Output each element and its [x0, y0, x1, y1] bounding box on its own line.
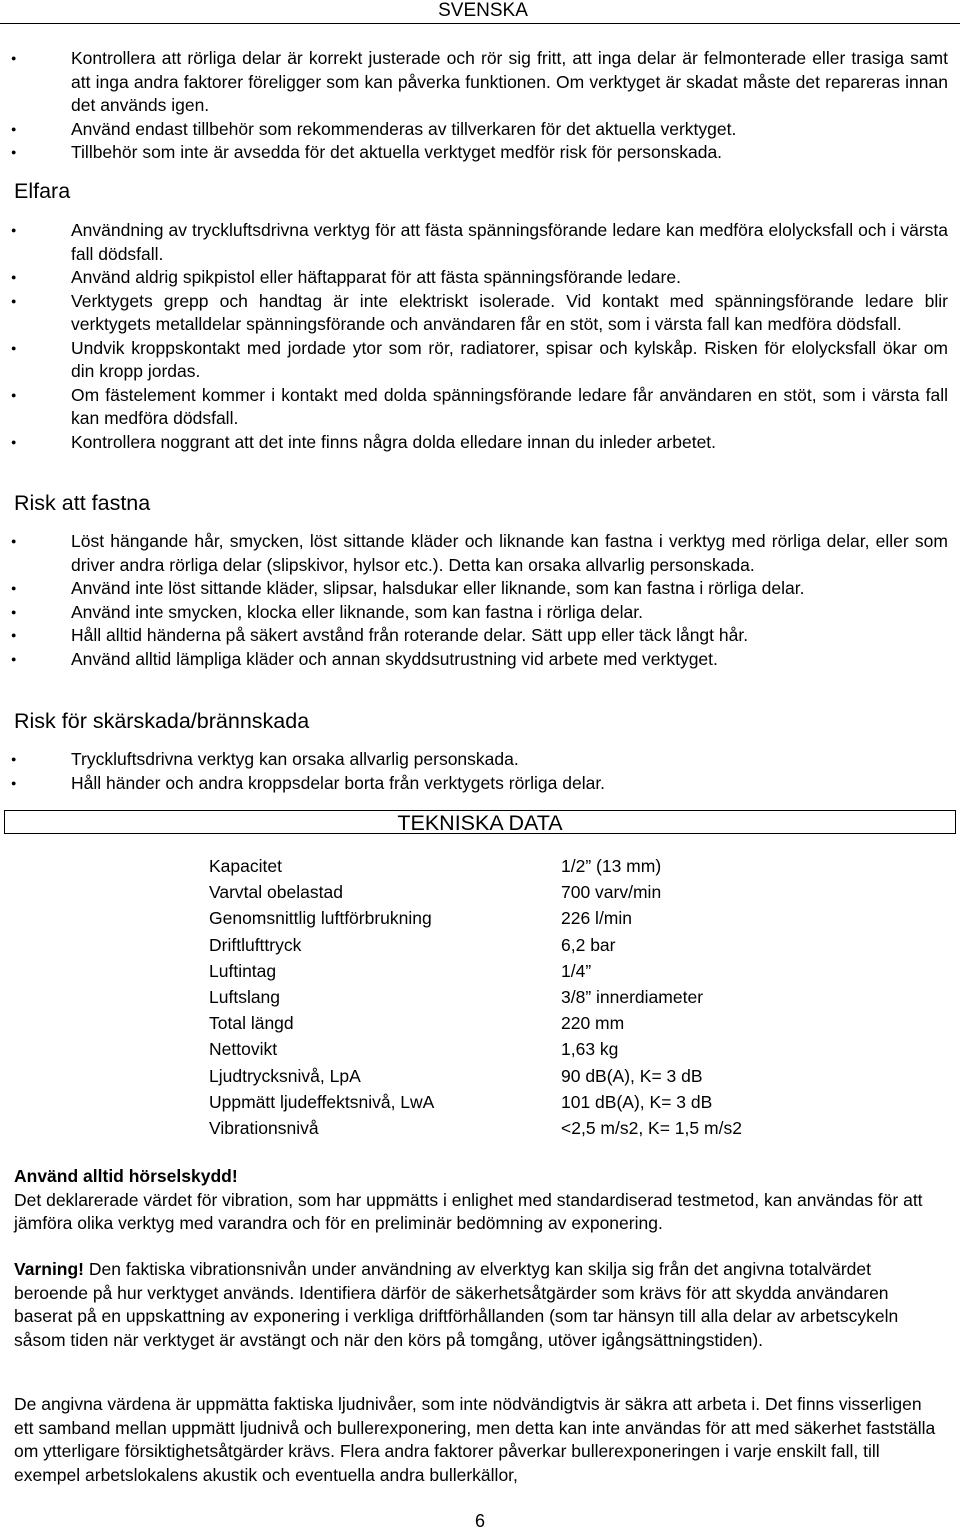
list-item: ● Använd inte löst sittande kläder, slipsar, halsdukar eller liknande, som kan fastna i rörliga delar. [0, 577, 960, 601]
spec-label: Driftlufttryck [209, 934, 302, 955]
hearing-protection-heading: Använd alltid hörselskydd! [14, 1166, 238, 1186]
spec-label: Genomsnittlig luftförbrukning [209, 908, 432, 929]
list-item: ● Använd inte smycken, klocka eller liknande, som kan fastna i rörliga delar. [0, 601, 960, 625]
list-item: ● Tryckluftsdrivna verktyg kan orsaka allvarlig personskada. [0, 748, 960, 772]
vibration-declaration-text: Det deklarerade värdet för vibration, som har uppmätts i enlighet med standardiserad testmetod, kan användas för att jämföra olika verktyg med varandra och för en preliminär bedömning av exponering. [14, 1189, 923, 1233]
table-row [209, 1115, 909, 1141]
list-item: ● Verktygets grepp och handtag är inte elektriskt isolerade. Vid kontakt med spänningsförande ledare blir verktygets metalldelar spänningsförande och användaren får en stöt, som i värsta fall kan medföra dödsfall. [0, 290, 960, 337]
list-item: ● Håll händer och andra kroppsdelar borta från verktygets rörliga delar. [0, 772, 960, 796]
table-row [209, 932, 909, 958]
list-item: ● Kontrollera noggrant att det inte finns några dolda elledare innan du inleder arbetet. [0, 431, 960, 455]
spec-value: 3/8” innerdiameter [561, 987, 704, 1008]
spec-value: 226 l/min [561, 908, 633, 929]
list-item: ● Använd alltid lämpliga kläder och annan skyddsutrustning vid arbete med verktyget. [0, 648, 960, 672]
spec-label: Nettovikt [209, 1039, 278, 1060]
spec-label: Luftslang [209, 987, 281, 1008]
list-item: ● Om fästelement kommer i kontakt med dolda spänningsförande ledare får användaren en stöt, som i värsta fall kan medföra dödsfall. [0, 384, 960, 431]
risk-skarskada-bullet-list [0, 748, 960, 795]
list-item: ● Kontrollera att rörliga delar är korrekt justerade och rör sig fritt, att inga delar är felmonterade eller trasiga samt att inga andra faktorer föreligger som kan påverka funktionen. Om verktyget är skadat måste det repareras innan det används igen. [0, 47, 960, 118]
list-item: ● Använd aldrig spikpistol eller häftapparat för att fästa spänningsförande ledare. [0, 266, 960, 290]
risk-fastna-bullet-list [0, 530, 960, 671]
warning-text: Den faktiska vibrationsnivån under användning av elverktyg kan skilja sig från det angivna totalvärdet beroende på hur verktyget används. Identifiera därför de säkerhetsåtgärder som krävs för att skydda användaren baserat på en uppskattning av exponering i verkliga driftförhållanden (som tar hänsyn till alla delar av arbetscykeln såsom tiden när verktyget är avstängt och när den körs på tomgång, utöver igångsättningstiden). [14, 1259, 899, 1350]
hearing-protection-note [14, 1165, 944, 1236]
table-row [209, 1010, 909, 1036]
spec-label: Varvtal obelastad [209, 882, 343, 903]
table-row [209, 958, 909, 984]
list-item: ● Använd endast tillbehör som rekommenderas av tillverkaren för det aktuella verktyget. [0, 118, 960, 142]
language-label: SVENSKA [438, 0, 528, 21]
spec-value: 1,63 kg [561, 1039, 619, 1060]
list-item: ● Undvik kroppskontakt med jordade ytor som rör, radiatorer, spisar och kylskåp. Risken för elolycksfall ökar om din kropp jordas. [0, 337, 960, 384]
spec-value: 1/2” (13 mm) [561, 856, 662, 876]
header-divider [0, 23, 960, 24]
section-heading-risk-att-fastna: Risk att fastna [14, 491, 151, 515]
tech-data-title-box [4, 810, 956, 834]
spec-value: 1/4” [561, 960, 592, 981]
list-item: ● Löst hängande hår, smycken, löst sittande kläder och liknande kan fastna i verktyg med rörliga delar, eller som driver andra rörliga delar (slipskivor, hylsor etc.). Detta kan orsaka allvarlig personskada. [0, 530, 960, 577]
spec-label: Vibrationsnivå [209, 1118, 319, 1139]
noise-paragraph: De angivna värdena är uppmätta faktiska ljudnivåer, som inte nödvändigtvis är säkra att arbeta i. Det finns visserligen ett samband mellan uppmätt ljudnivå och bullerexponering, men detta kan inte användas för att med säkerhet fastställa om ytterligare försiktighetsåtgärder krävs. Flera andra faktorer påverkar bullerexponeringen i varje enskilt fall, till exempel arbetslokalens akustik och eventuella andra bullerkällor, [14, 1394, 936, 1485]
tech-data-title: TEKNISKA DATA [397, 811, 563, 835]
spec-value: <2,5 m/s2, K= 1,5 m/s2 [561, 1118, 742, 1139]
section-heading-elfara: Elfara [14, 179, 71, 203]
intro-bullet-list [0, 47, 960, 165]
table-row [209, 984, 909, 1010]
spec-value: 90 dB(A), K= 3 dB [561, 1065, 703, 1086]
spec-value: 220 mm [561, 1013, 625, 1034]
table-row [209, 853, 909, 879]
spec-label: Total längd [209, 1013, 294, 1034]
spec-value: 700 varv/min [561, 882, 662, 903]
list-item: ● Tillbehör som inte är avsedda för det aktuella verktyget medför risk för personskada. [0, 141, 960, 165]
table-row [209, 1063, 909, 1089]
spec-label: Luftintag [209, 960, 277, 981]
page-number: 6 [474, 1511, 485, 1531]
spec-value: 6,2 bar [561, 934, 616, 955]
table-row [209, 1036, 909, 1062]
vibration-warning-paragraph [14, 1258, 944, 1352]
spec-value: 101 dB(A), K= 3 dB [561, 1091, 713, 1112]
table-row [209, 1089, 909, 1115]
spec-label: Ljudtrycksnivå, LpA [209, 1065, 361, 1086]
tech-data-table [209, 853, 909, 1141]
table-row [209, 879, 909, 905]
warning-label: Varning! [14, 1259, 85, 1279]
elfara-bullet-list [0, 219, 960, 454]
spec-label: Uppmätt ljudeffektsnivå, LwA [209, 1091, 435, 1112]
list-item: ● Håll alltid händerna på säkert avstånd från roterande delar. Sätt upp eller täck långt hår. [0, 624, 960, 648]
list-item: ● Användning av tryckluftsdrivna verktyg för att fästa spänningsförande ledare kan medföra elolycksfall och i värsta fall dödsfall. [0, 219, 960, 266]
spec-label: Kapacitet [209, 856, 282, 876]
section-heading-risk-skarskada: Risk för skärskada/brännskada [14, 709, 310, 733]
table-row [209, 905, 909, 931]
